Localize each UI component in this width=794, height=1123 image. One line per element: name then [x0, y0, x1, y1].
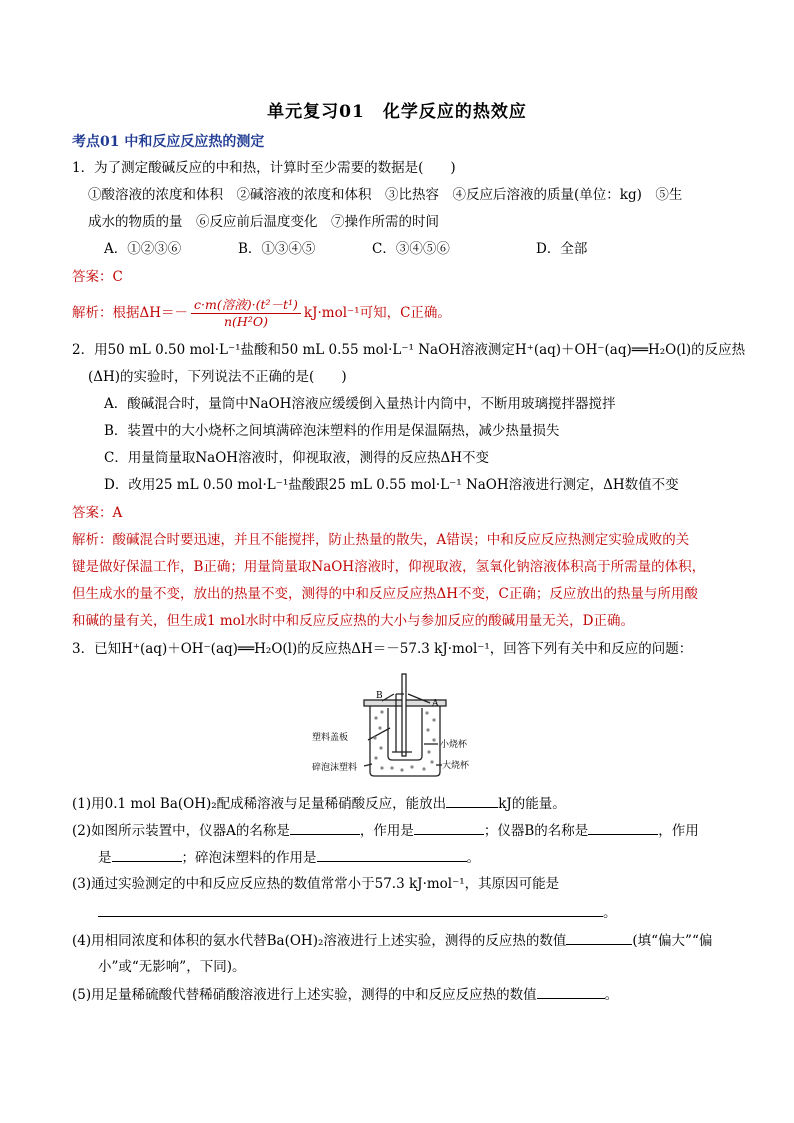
q3-part4-blank[interactable]: [566, 930, 632, 945]
page-title: 单元复习01 化学反应的热效应: [267, 102, 527, 122]
q1-answer: 答案：C: [72, 269, 123, 285]
q1-option-c: C．③④⑤⑥: [372, 241, 450, 257]
q3-part4-text-b: (填“偏大”“偏: [632, 933, 713, 949]
q3-part2-blank-foam[interactable]: [317, 847, 467, 862]
q3-part1-blank[interactable]: [446, 793, 498, 808]
q3-part5: [72, 984, 618, 1005]
q2-stem-line2: (ΔH)的实验时，下列说法不正确的是( ): [88, 369, 347, 385]
q3-part2-text-c: ；仪器B的名称是: [483, 823, 589, 839]
q3-part2-blank-b-use[interactable]: [112, 847, 182, 862]
q3-part3-line1: (3)通过实验测定的中和反应反应热的数值常常小于57.3 kJ·mol⁻¹，其原因可能是: [72, 876, 560, 892]
q3-part2-blank-b-name[interactable]: [588, 820, 658, 835]
q3-part4-text-a: (4)用相同浓度和体积的氨水代替Ba(OH)₂溶液进行上述实验，测得的反应热的数值: [72, 933, 567, 949]
q1-analysis: [72, 294, 451, 332]
q3-stem: 3．已知H⁺(aq)＋OH⁻(aq)══H₂O(l)的反应热ΔH＝－57.3 kJ·mol⁻¹，回答下列有关中和反应的问题：: [72, 641, 693, 657]
q3-part2-line1: [72, 820, 699, 841]
label-lid: 塑料盖板: [312, 733, 349, 743]
q3-part2-text-d: ，作用: [658, 823, 699, 839]
thermometer: [402, 674, 406, 756]
q3-part3-end: 。: [603, 905, 617, 921]
q3-part3-blank[interactable]: [98, 902, 603, 917]
q3-part2-text-a: (2)如图所示装置中，仪器A的名称是: [72, 823, 290, 839]
label-a: A: [432, 699, 439, 709]
q2-stem-line1: 2．用50 mL 0.50 mol·L⁻¹盐酸和50 mL 0.55 mol·L⁻¹ NaOH溶液测定H⁺(aq)＋OH⁻(aq)══H₂O(l)的反应热: [72, 342, 746, 358]
q3-part1-text-a: (1)用0.1 mol Ba(OH)₂配成稀溶液与足量稀硝酸反应，能放出: [72, 796, 447, 812]
q2-analysis-line4: 和碱的量有关，但生成1 mol水时中和反应反应热的大小与参加反应的酸碱用量无关，D正确。: [72, 613, 634, 629]
label-foam: 碎泡沫塑料: [312, 763, 358, 773]
calorimeter-diagram: [312, 668, 482, 780]
formula-denominator: n(H²O): [223, 314, 268, 329]
q1-stem: 1．为了测定酸碱反应的中和热，计算时至少需要的数据是( ): [72, 160, 456, 176]
q3-part1: [72, 793, 566, 814]
q3-part5-text-b: 。: [604, 987, 619, 1003]
label-small-beaker: 小烧杯: [440, 740, 468, 750]
label-large-beaker: 大烧杯: [442, 761, 470, 771]
q3-part2-text-b: ，作用是: [359, 823, 414, 839]
q2-answer: 答案：A: [72, 505, 123, 521]
q3-part2-text-f: ；碎泡沫塑料的作用是: [181, 850, 317, 866]
q2-analysis-line2: 键是做好保温工作，B正确；用量筒量取NaOH溶液时，仰视取液，氢氧化钠溶液体积高于所需量的体积，: [72, 559, 706, 575]
q3-part2-text-e: 是: [98, 850, 112, 866]
q1-line2: ①酸溶液的浓度和体积 ②碱溶液的浓度和体积 ③比热容 ④反应后溶液的质量(单位：kg) ⑤生: [88, 187, 683, 203]
q3-part5-blank[interactable]: [537, 984, 605, 999]
label-b: B: [376, 691, 383, 701]
q2-option-c: C．用量筒量取NaOH溶液时，仰视取液，测得的反应热ΔH不变: [104, 450, 490, 466]
q3-part2-blank-a-name[interactable]: [290, 820, 360, 835]
q3-part2-blank-a-use[interactable]: [414, 820, 484, 835]
q2-option-d: D．改用25 mL 0.50 mol·L⁻¹盐酸跟25 mL 0.55 mol·L⁻¹ NaOH溶液进行测定，ΔH数值不变: [104, 477, 679, 493]
q3-part1-text-b: kJ的能量。: [498, 796, 566, 812]
q3-part5-text-a: (5)用足量稀硫酸代替稀硝酸溶液进行上述实验，测得的中和反应反应热的数值: [72, 987, 537, 1003]
q1-analysis-suffix: kJ·mol⁻¹可知，C正确。: [303, 305, 451, 321]
q3-part4-line2: 小”或“无影响”，下同)。: [98, 959, 246, 975]
q1-option-b: B．①③④⑤: [238, 241, 316, 257]
q2-analysis-line3: 但生成水的量不变，放出的热量不变，测得的中和反应反应热ΔH不变，C正确；反应放出的热量与所用酸: [72, 586, 698, 602]
q1-option-a: A．①②③⑥: [104, 241, 182, 257]
section-heading: 考点01 中和反应反应热的测定: [72, 134, 265, 150]
heat-formula-fraction: [191, 297, 301, 330]
q1-option-d: D．全部: [536, 241, 588, 257]
q1-line3: 成水的物质的量 ⑥反应前后温度变化 ⑦操作所需的时间: [88, 214, 439, 230]
q2-option-a: A．酸碱混合时，量筒中NaOH溶液应缓缓倒入量热计内筒中，不断用玻璃搅拌器搅拌: [104, 396, 616, 412]
q2-option-b: B．装置中的大小烧杯之间填满碎泡沫塑料的作用是保温隔热，减少热量损失: [104, 423, 560, 439]
q2-analysis-line1: 解析：酸碱混合时要迅速，并且不能搅拌，防止热量的散失，A错误；中和反应反应热测定实验成败的关: [72, 532, 690, 548]
q3-part3-line2: [98, 902, 617, 923]
q1-analysis-prefix: 解析：根据ΔH＝－: [72, 305, 189, 321]
q3-part2-line2: [98, 847, 480, 868]
formula-numerator: c·m(溶液)·(t²－t¹): [191, 297, 301, 314]
q3-part4-line1: [72, 930, 712, 951]
q3-part2-text-g: 。: [466, 850, 480, 866]
